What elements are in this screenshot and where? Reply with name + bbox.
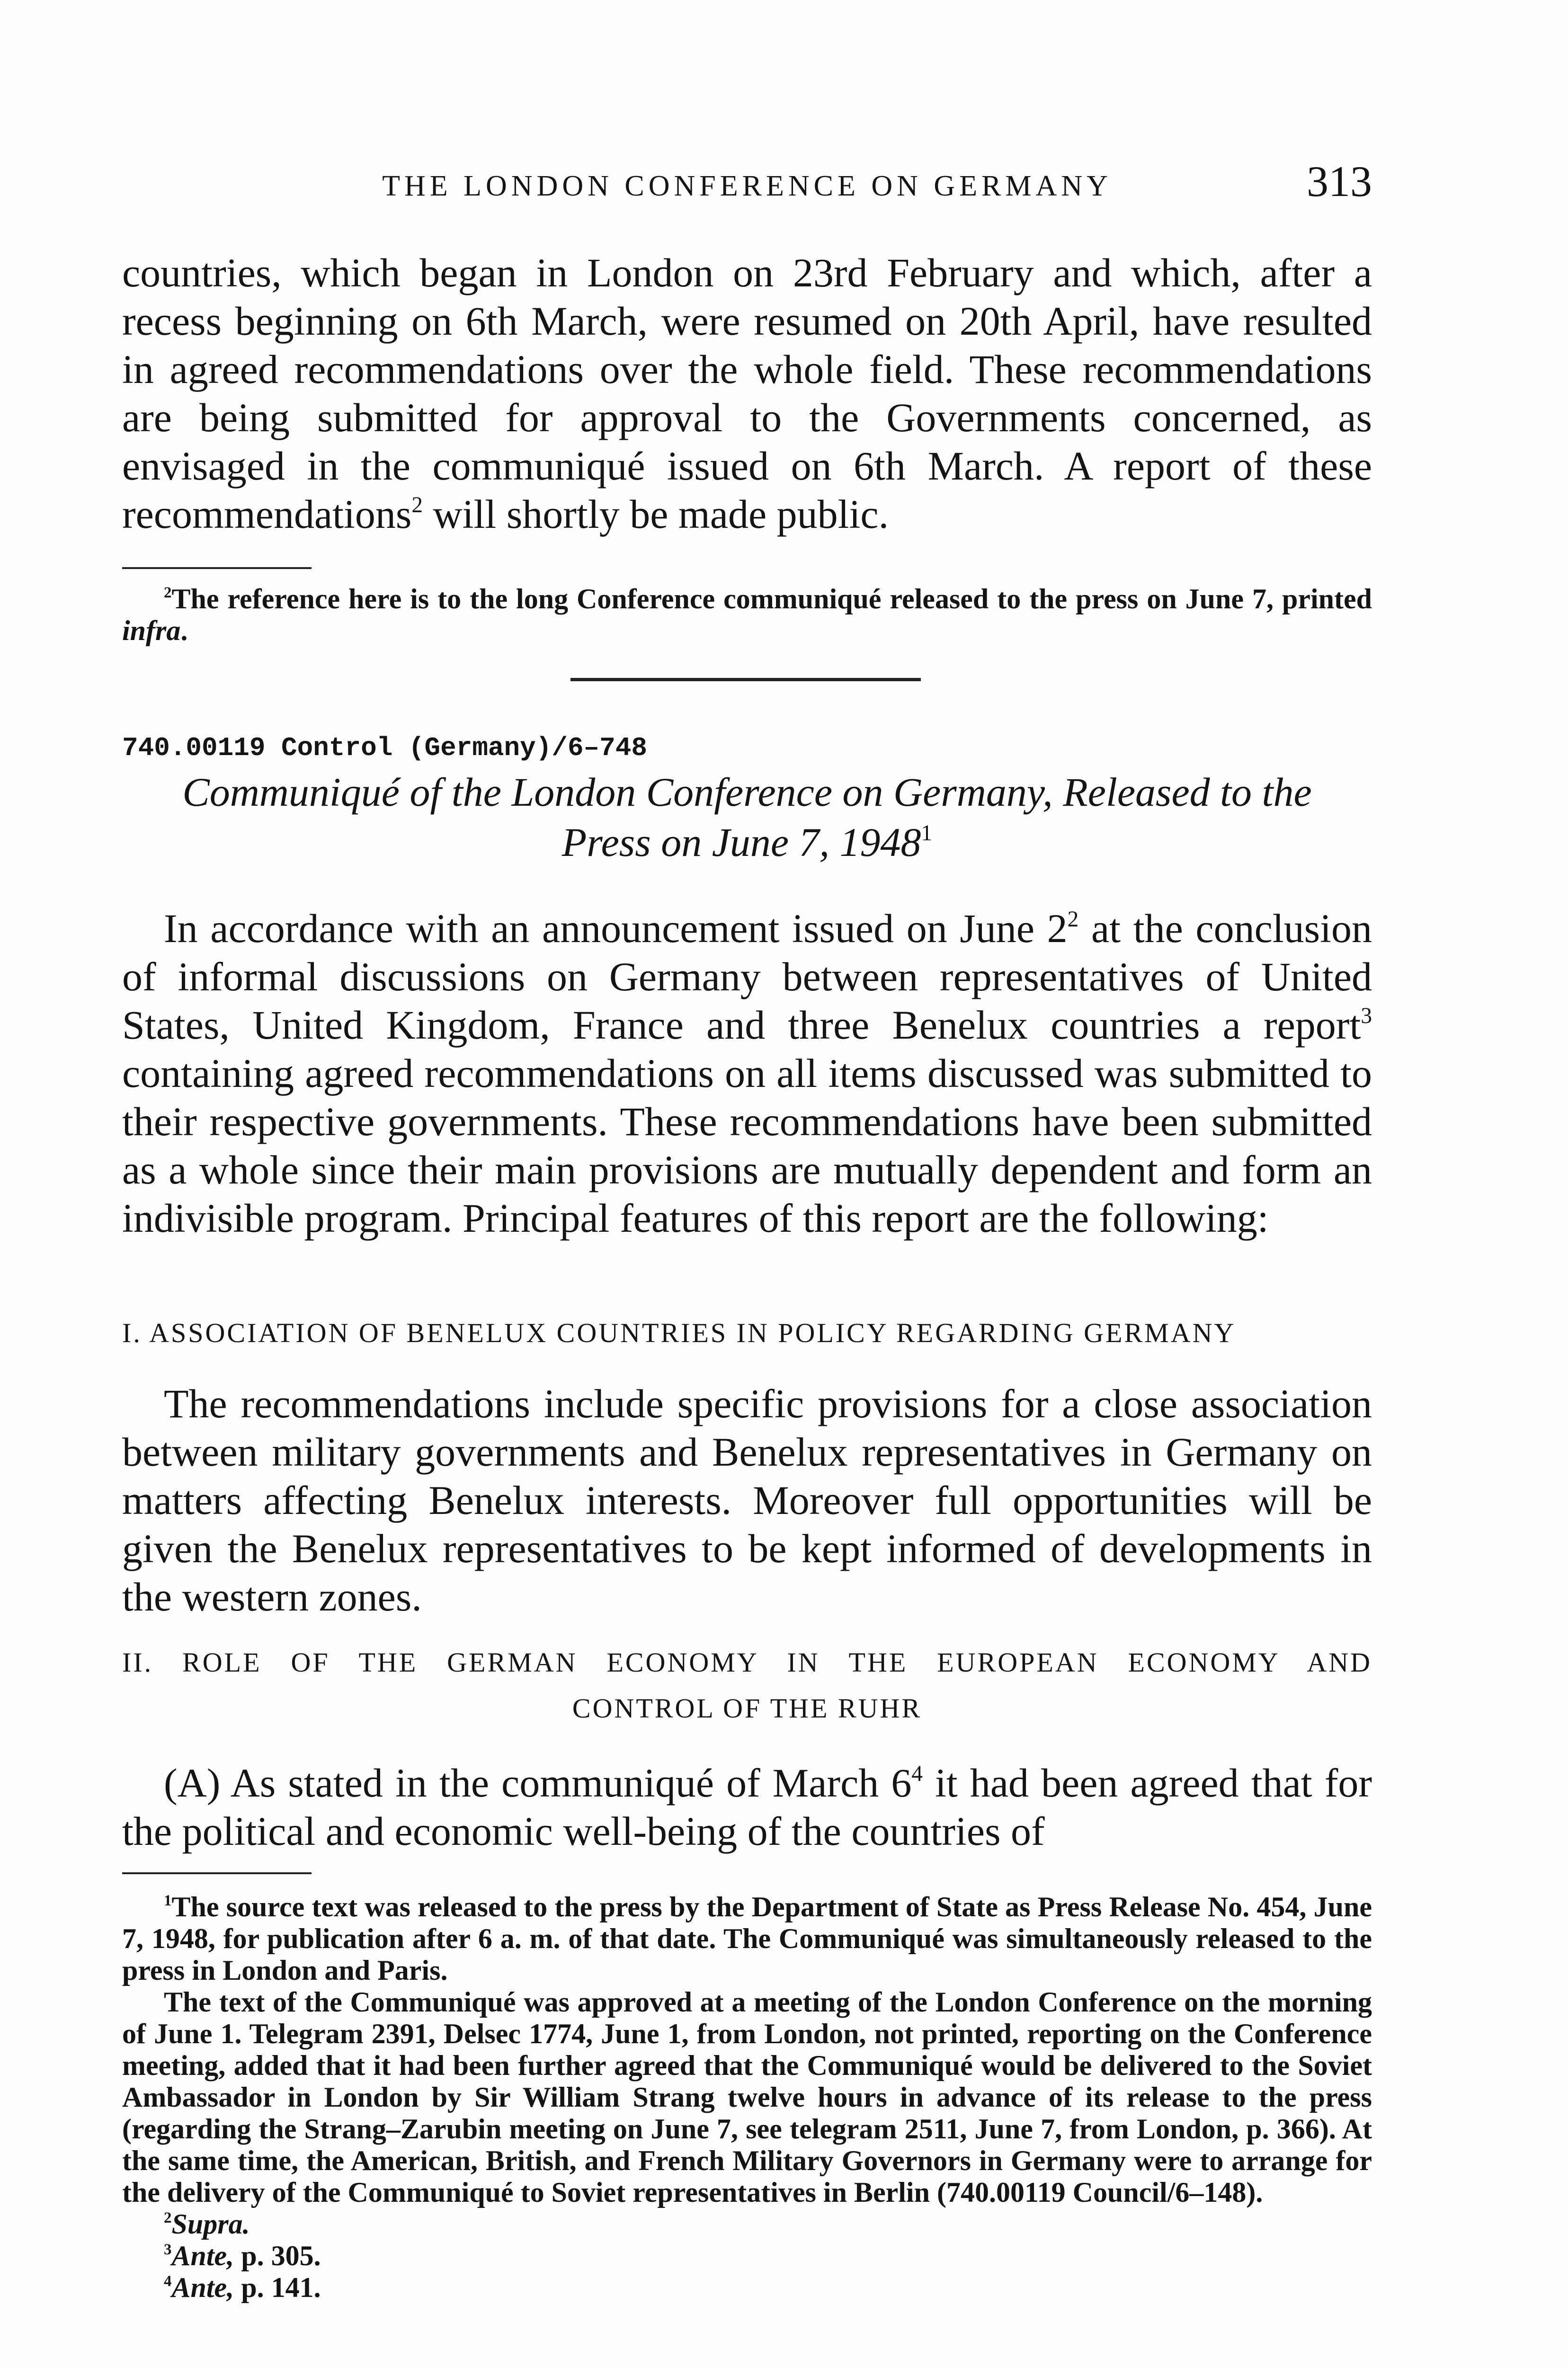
footnote-text: The reference here is to the long Conference communiqué released to the press on June 7, printed	[171, 583, 1372, 614]
section-2-paragraph	[122, 1759, 1372, 1855]
footnote-2-top	[122, 583, 1372, 647]
running-head	[122, 156, 1372, 208]
paragraph-2-part-2: at the conclusion of informal discussions on Germany between representatives of United States, United Kingdom, France and three Benelux countries a report	[122, 906, 1372, 1048]
footnote-2-mark: 2	[164, 2209, 172, 2226]
paragraph-1-end: will shortly be made public.	[423, 491, 889, 537]
footnote-rule	[122, 567, 312, 569]
section-divider	[570, 678, 921, 681]
footnote-1	[122, 1891, 1372, 1986]
paragraph-2-block	[122, 904, 1372, 1242]
document-title-line-1: Communiqué of the London Conference on Germany, Released to the	[182, 769, 1312, 815]
paragraph-1-text: countries, which began in London on 23rd February and which, after a recess beginning on 6th March, were resumed on 20th April, have resulted in agreed recommendations over the whole field. These recommendations are being submitted for approval to the Governments concerned, as envisaged in the communiqué issued on 6th March. A report of these recommendations	[122, 250, 1372, 537]
footnote-mark: 2	[164, 584, 172, 601]
footnotes	[122, 1891, 1372, 2304]
section-2-part-1: (A) As stated in the communiqué of March 6	[164, 1760, 912, 1806]
footnote-1-mark: 1	[164, 1892, 172, 1909]
footnote-3-text: p. 305.	[234, 2240, 321, 2271]
section-2-part-2: it had been agreed that for the political and economic well-being of the countries of	[122, 1760, 1372, 1854]
footnote-4-text: p. 141.	[234, 2272, 321, 2303]
footnote-ref-2: 2	[411, 492, 423, 517]
footnote-2	[122, 2208, 1372, 2240]
footnote-ref-4: 4	[911, 1761, 923, 1786]
file-number: 740.00119 Control (Germany)/6–748	[122, 733, 647, 763]
running-title: THE LONDON CONFERENCE ON GERMANY	[382, 170, 1112, 202]
paragraph-2	[122, 904, 1372, 1242]
footnote-ref-3: 3	[1361, 1003, 1372, 1028]
document-title-line-2	[122, 817, 1372, 867]
footnote-rule-bottom	[122, 1872, 312, 1874]
footnote-ref-1: 1	[921, 820, 933, 845]
section-2	[122, 1646, 1372, 1724]
footnote-top	[122, 583, 1372, 647]
section-2-heading-line-1: II. ROLE OF THE GERMAN ECONOMY IN THE EUROPEAN ECONOMY AND	[122, 1647, 1372, 1678]
footnote-4-mark: 4	[164, 2272, 172, 2290]
document-title-line-2-text: Press on June 7, 1948	[561, 819, 921, 865]
section-2-body	[122, 1759, 1372, 1855]
paragraph-1	[122, 249, 1372, 538]
paragraph-continuation	[122, 249, 1372, 538]
paragraph-2-part-3: containing agreed recommendations on all items discussed was submitted to their respective governments. These recommendations have been submitted as a whole since their main provisions are mutually dependent and form an indivisible program. Principal features of this report are the following:	[122, 1050, 1372, 1241]
section-1-paragraph: The recommendations include specific provisions for a close association between military governments and Benelux representatives in Germany on matters affecting Benelux interests. Moreover full opportunities will be given the Benelux representatives to be kept informed of developments in the western zones.	[122, 1381, 1372, 1620]
footnote-1-text: The source text was released to the press by the Department of State as Press Release No. 454, June 7, 1948, for publication after 6 a. m. of that date. The Communiqué was simultaneously released to the press in London and Paris.	[122, 1891, 1372, 1986]
footnote-3-italic: Ante,	[171, 2240, 234, 2271]
paragraph-2-part-1: In accordance with an announcement issued on June 2	[164, 906, 1068, 951]
footnote-2-text: Supra.	[171, 2208, 250, 2240]
footnote-4	[122, 2272, 1372, 2304]
page-number: 313	[1307, 157, 1372, 205]
footnote-4-italic: Ante,	[171, 2272, 234, 2303]
section-1-heading: I. ASSOCIATION OF BENELUX COUNTRIES IN POLICY REGARDING GERMANY	[122, 1317, 1236, 1348]
footnote-3	[122, 2240, 1372, 2272]
section-2-heading-line-2: CONTROL OF THE RUHR	[572, 1693, 922, 1724]
document-title	[122, 767, 1372, 867]
section-1	[122, 1317, 1372, 1349]
footnote-end: .	[180, 615, 188, 646]
footnote-ref-2b: 2	[1067, 907, 1079, 932]
section-1-body	[122, 1379, 1372, 1621]
footnote-3-mark: 3	[164, 2241, 172, 2258]
footnote-italic: infra	[122, 615, 181, 646]
footnote-1-continued: The text of the Communiqué was approved at a meeting of the London Conference on the morning of June 1. Telegram 2391, Delsec 1774, June 1, from London, not printed, reporting on the Conference meeting, added that it had been further agreed that the Communiqué would be delivered to the Soviet Ambassador in London by Sir William Strang twelve hours in advance of its release to the press (regarding the Strang–Zarubin meeting on June 7, see telegram 2511, June 7, from London, p. 366). At the same time, the American, British, and French Military Governors in Germany were to arrange for the delivery of the Communiqué to Soviet representatives in Berlin (740.00119 Council/6–148).	[122, 1986, 1372, 2208]
